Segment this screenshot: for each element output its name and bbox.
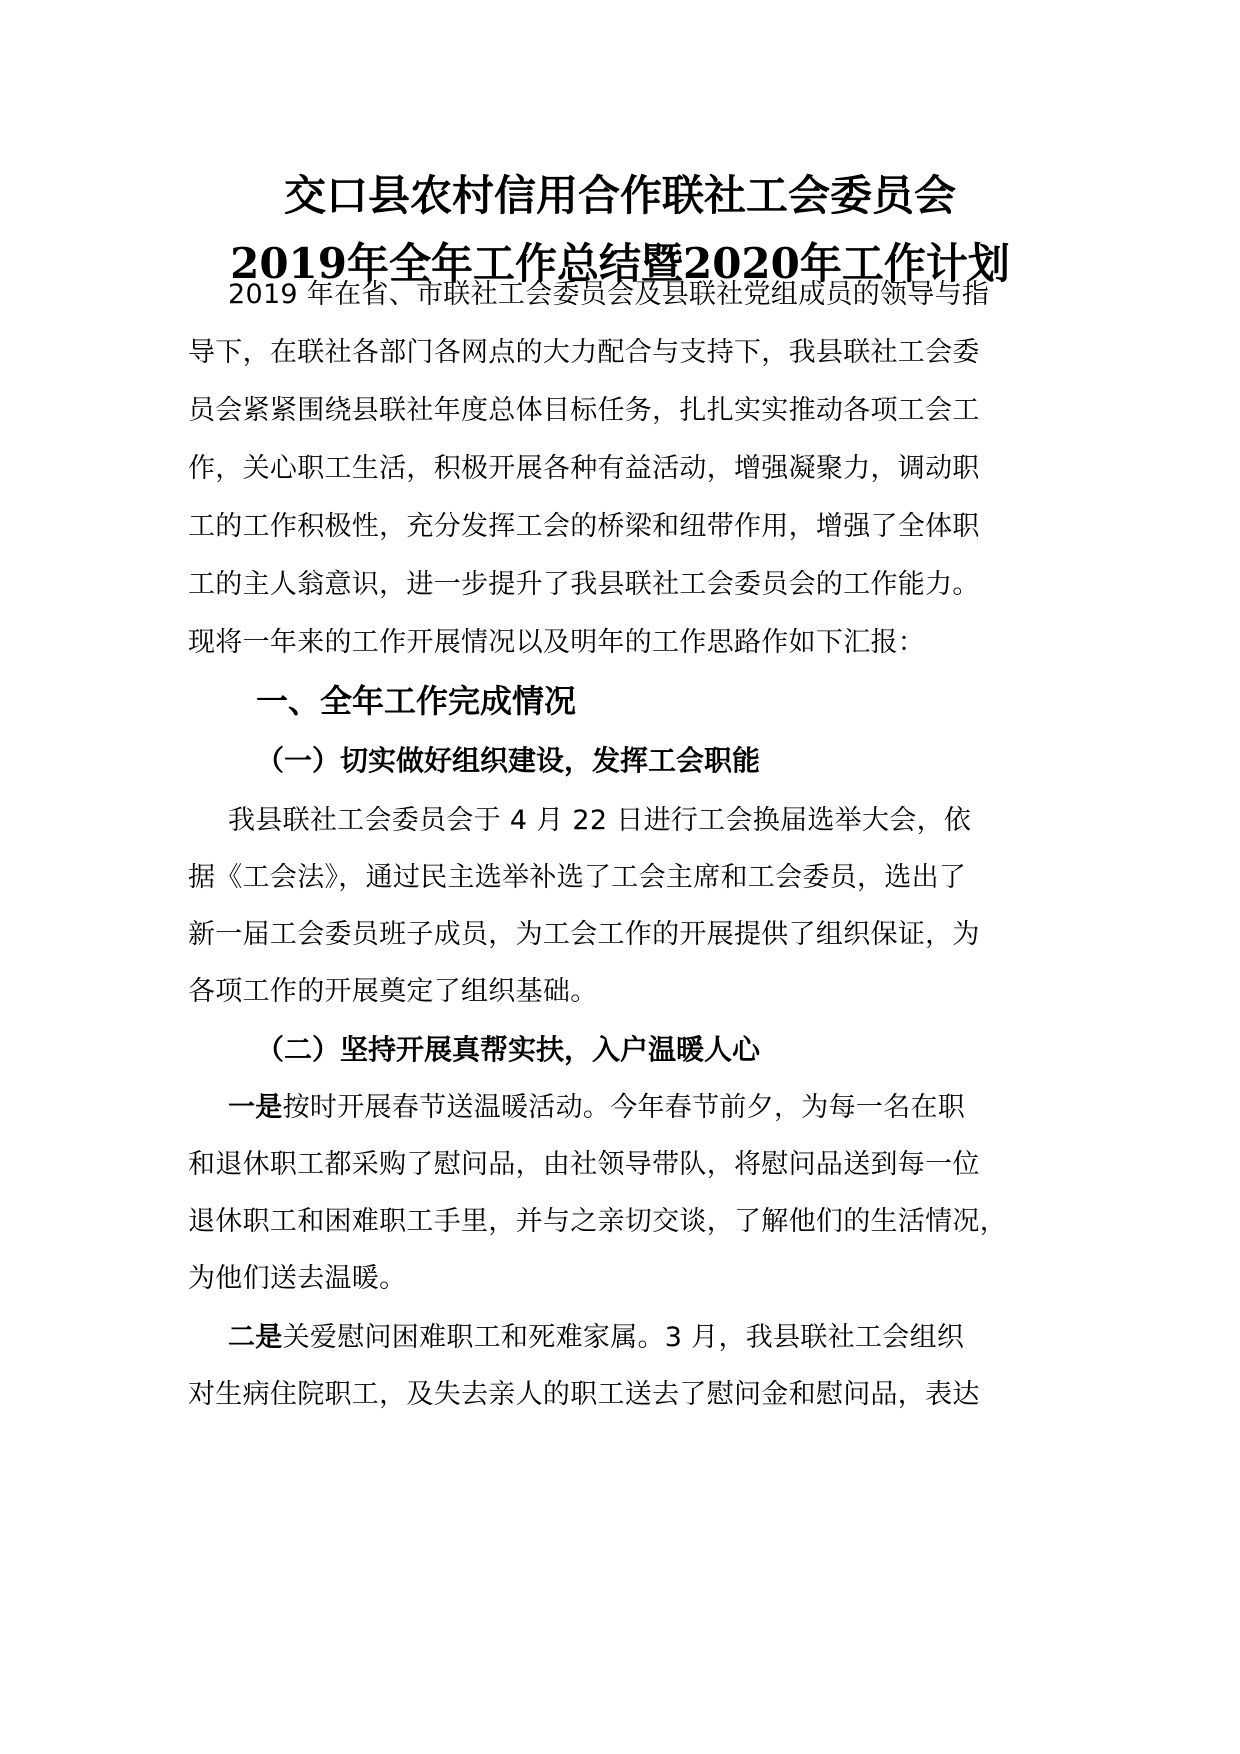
intro-line-6: 工的主人翁意识，进一步提升了我县联社工会委员会的工作能力。 [188,569,980,600]
subsection-heading-2: （二）坚持开展真帮实扶，入户温暖人心 [256,1033,761,1066]
item2-lead: 二是 [228,1322,283,1353]
item1-line-4: 为他们送去温暖。 [188,1263,407,1294]
section-heading-1: 一、全年工作完成情况 [256,682,577,720]
item2-first-text: 关爱慰问困难职工和死难家属。3 月，我县联社工会组织 [282,1322,965,1353]
item1-first-text: 按时开展春节送温暖活动。今年春节前夕，为每一名在职 [282,1092,966,1123]
sub1-line-4: 各项工作的开展奠定了组织基础。 [188,976,598,1007]
intro-line-1: 2019 年在省、市联社工会委员会及县联社党组成员的领导与指 [228,279,990,310]
intro-line-7: 现将一年来的工作开展情况以及明年的工作思路作如下汇报： [188,627,926,658]
item2-line-2: 对生病住院职工，及失去亲人的职工送去了慰问金和慰问品，表达 [188,1379,980,1410]
item2-line-1 [228,1318,964,1358]
document-title-line-1: 交口县农村信用合作联社工会委员会 [283,171,956,220]
sub1-line-3: 新一届工会委员班子成员，为工会工作的开展提供了组织保证，为 [188,919,980,950]
item1-lead: 一是 [228,1092,283,1123]
document-title-line-2: 2019年全年工作总结暨2020年工作计划 [230,239,1010,288]
item1-line-2: 和退休职工都采购了慰问品，由社领导带队，将慰问品送到每一位 [188,1149,980,1180]
intro-line-5: 工的工作积极性，充分发挥工会的桥梁和纽带作用，增强了全体职 [188,511,980,542]
intro-line-3: 员会紧紧围绕县联社年度总体目标任务，扎扎实实推动各项工会工 [188,395,980,426]
intro-line-2: 导下，在联社各部门各网点的大力配合与支持下，我县联社工会委 [188,337,980,368]
item1-line-3: 退休职工和困难职工手里，并与之亲切交谈，了解他们的生活情况， [188,1206,1007,1237]
item1-line-1 [228,1088,965,1128]
sub1-line-1: 我县联社工会委员会于 4 月 22 日进行工会换届选举大会，依 [228,805,972,836]
sub1-line-2: 据《工会法》，通过民主选举补选了工会主席和工会委员，选出了 [188,862,967,893]
intro-line-4: 作，关心职工生活，积极开展各种有益活动，增强凝聚力，调动职 [188,453,980,484]
subsection-heading-1: （一）切实做好组织建设，发挥工会职能 [256,744,761,777]
